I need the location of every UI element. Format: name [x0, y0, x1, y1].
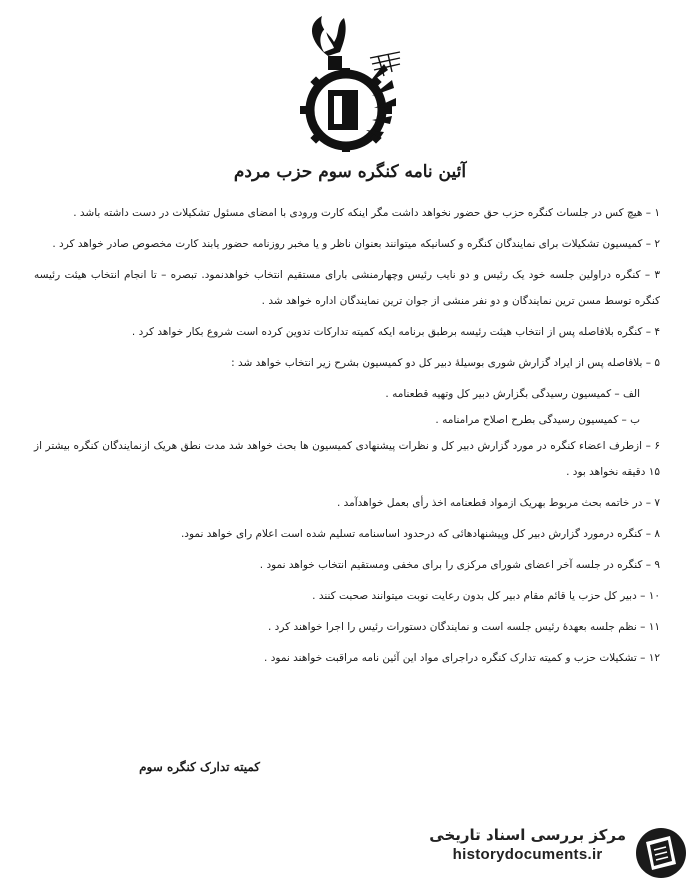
- article-3: ۳ – کنگره دراولین جلسه خود یک رئیس و دو نایب رئیس وچهارمنشی بارای مستقیم انتخاب خواهدنمود. تبصره – تا انجام انتخاب هیئت رئیسه کنگره توسط مسن ترین نمایندگان و دو نفر منشی از جوان ترین نمایندگان اداره خواهد شد .: [34, 269, 660, 307]
- party-emblem-icon: [288, 12, 416, 152]
- article-1: ۱ – هیچ کس در جلسات کنگره حزب حق حضور نخواهد داشت مگر اینکه کارت ورودی با امضای مسئول تشکیلات در دست داشته باشد .: [73, 207, 660, 219]
- document-title: آئین نامه کنگره سوم حزب مردم: [233, 162, 467, 182]
- article-7: ۷ – در خاتمه بحث مربوط بهریک ازمواد قطعنامه اخذ رأی بعمل خواهدآمد .: [336, 497, 660, 509]
- article-11: ۱۱ – نظم جلسه بعهدهٔ رئیس جلسه است و نمایندگان دستورات رئیس را اجرا خواهند کرد .: [267, 621, 660, 633]
- article-5: ۵ – بلافاصله پس از ایراد گزارش شوری بوسیلهٔ دبیر کل دو کمیسیون بشرح زیر انتخاب خواهد شد :: [231, 357, 660, 369]
- article-2: ۲ – کمیسیون تشکیلات برای نمایندگان کنگره و کسانیکه میتوانند بعنوان ناظر و یا مخبر روزنامه حضور یابند کارت مخصوص صادر خواهد کرد .: [52, 238, 660, 250]
- article-4: ۴ – کنگره بلافاصله پس از انتخاب هیئت رئیسه برطبق برنامه ایکه کمیته تدارکات تدوین کرده است شروع بکار خواهد کرد .: [131, 326, 660, 338]
- article-9: ۹ – کنگره در جلسه آخر اعضای شورای مرکزی را برای مخفی ومستقیم انتخاب خواهد نمود .: [259, 559, 660, 571]
- article-8: ۸ – کنگره درمورد گزارش دبیر کل وپیشنهادهائی که درحدود اساسنامه تسلیم شده است اعلام رای خواهد نمود.: [180, 528, 660, 540]
- watermark-url: historydocuments.ir: [452, 846, 603, 863]
- archive-logo-icon: [634, 826, 688, 880]
- article-5-item-b: ب – کمیسیون رسیدگی بطرح اصلاح مرامنامه .: [435, 414, 640, 426]
- article-12: ۱۲ – تشکیلات حزب و کمیته تدارک کنگره دراجرای مواد این آئین نامه مراقبت خواهند نمود .: [264, 652, 660, 664]
- article-6: ۶ – ازطرف اعضاء کنگره در مورد گزارش دبیر کل و نظرات پیشنهادی کمیسیون ها بحث خواهد شد مدت نطق هریک ازنمایندگان کنگره بیشتر از ۱۵ دقیقه نخواهد بود .: [34, 440, 660, 478]
- watermark-text: [429, 826, 626, 863]
- signature: کمیته تدارک کنگره سوم: [139, 760, 260, 774]
- articles-list: [34, 200, 660, 676]
- watermark: [404, 820, 696, 882]
- article-10: ۱۰ – دبیر کل حزب یا قائم مقام دبیر کل بدون رعایت نوبت میتوانند صحبت کنند .: [312, 590, 660, 602]
- article-5-item-a: الف – کمیسیون رسیدگی بگزارش دبیر کل وتهیه قطعنامه .: [385, 388, 640, 400]
- watermark-name: مرکز بررسی اسناد تاریخی: [429, 826, 626, 844]
